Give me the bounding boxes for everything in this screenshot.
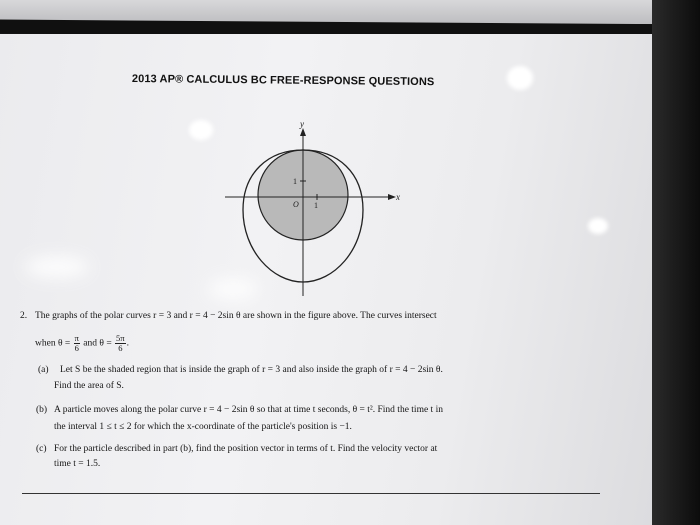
part-a-label: (a) bbox=[38, 365, 49, 375]
question-number: 2. bbox=[20, 311, 28, 321]
fraction-denominator: 6 bbox=[118, 343, 123, 353]
sentence-period: . bbox=[126, 338, 129, 349]
light-glare bbox=[588, 218, 608, 234]
part-b-line-2: the interval 1 ≤ t ≤ 2 for which the x-coordinate of the particle's position is −1. bbox=[54, 422, 352, 432]
light-glare bbox=[25, 256, 89, 278]
when-prefix: when θ = bbox=[35, 338, 73, 349]
x-axis-label: x bbox=[396, 192, 400, 202]
part-c-label: (c) bbox=[36, 444, 47, 454]
part-b-label: (b) bbox=[36, 405, 48, 415]
x-tick-label: 1 bbox=[314, 201, 318, 210]
part-c-line-2: time t = 1.5. bbox=[54, 459, 101, 469]
light-glare bbox=[189, 120, 213, 140]
right-dark-edge bbox=[652, 0, 700, 525]
part-b-line-1: A particle moves along the polar curve r = 4 − 2sin θ so that at time t seconds, θ = t². Find the time t in bbox=[54, 405, 443, 415]
question-stem: The graphs of the polar curves r = 3 and r = 4 − 2sin θ are shown in the figure above. The curves intersect bbox=[35, 311, 437, 321]
polar-curves-figure bbox=[222, 118, 412, 300]
part-c-line-1: For the particle described in part (b), find the position vector in terms of t. Find the velocity vector at bbox=[54, 444, 438, 454]
part-a-line-2: Find the area of S. bbox=[54, 381, 124, 391]
fraction-denominator: 6 bbox=[74, 343, 79, 353]
y-axis-arrow-icon bbox=[300, 128, 306, 136]
footer-divider bbox=[22, 493, 600, 494]
and-text: and θ = bbox=[80, 338, 115, 349]
y-tick-label: 1 bbox=[293, 177, 297, 186]
x-axis-arrow-icon bbox=[388, 194, 396, 200]
question-intersection-line bbox=[35, 334, 129, 353]
part-a-line-1: Let S be the shaded region that is inside the graph of r = 3 and also inside the graph of r = 4 − 2sin θ. bbox=[60, 365, 443, 375]
light-glare bbox=[208, 278, 258, 300]
fraction-pi-over-6 bbox=[74, 334, 80, 353]
fraction-numerator: π bbox=[74, 333, 79, 343]
y-axis-label: y bbox=[300, 119, 304, 129]
page-header-title: 2013 AP® CALCULUS BC FREE-RESPONSE QUESTIONS bbox=[131, 73, 435, 89]
fraction-5pi-over-6 bbox=[115, 334, 126, 353]
fraction-numerator: 5π bbox=[116, 333, 125, 343]
light-glare bbox=[507, 66, 533, 90]
origin-label: O bbox=[293, 200, 299, 209]
